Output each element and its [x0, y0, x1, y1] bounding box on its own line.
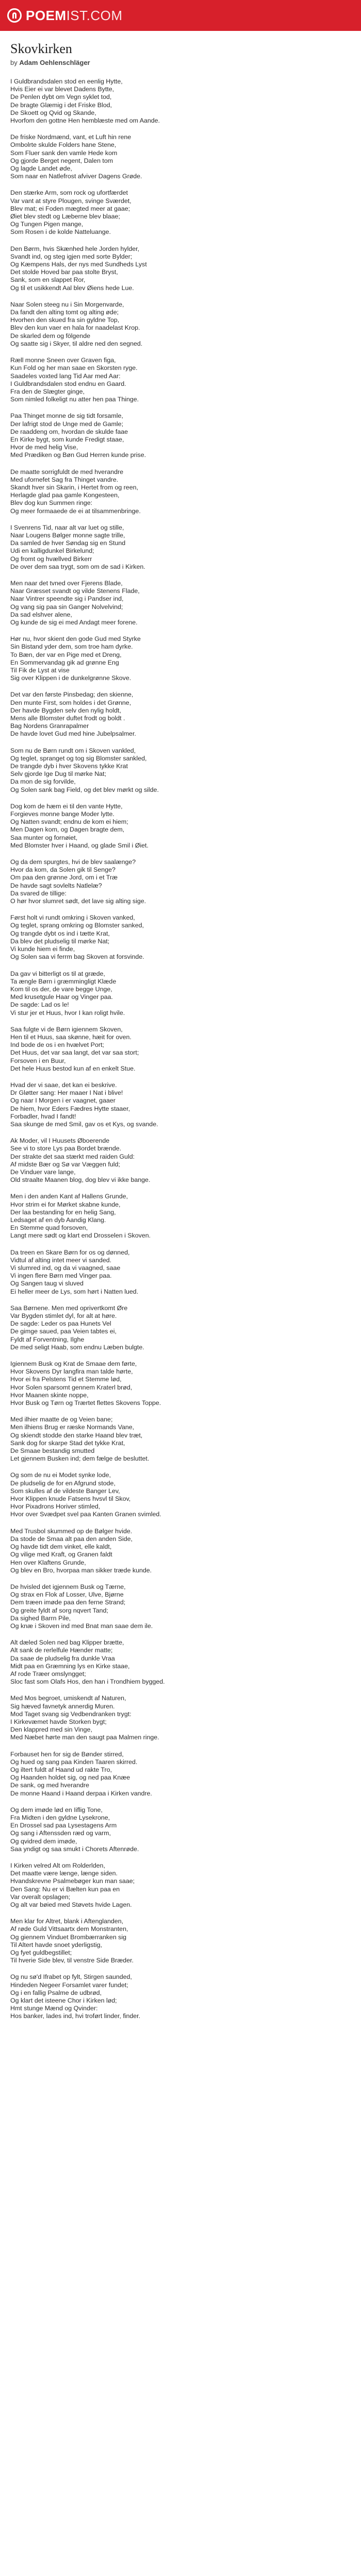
poem-line: Som Fluer sank den vamle Hede kom: [10, 149, 118, 157]
poem-line: Ind bode de os i en hvælvet Port;: [10, 1041, 104, 1049]
poem-line: Hvor strim ei for Mørket skabne kunde,: [10, 1200, 121, 1208]
poem-line: Og blev en Bro, hvorpaa man sikker træde kunde.: [10, 1566, 152, 1574]
poem-line: Og lagde Landet øde,: [10, 165, 72, 173]
poem-line: Den munte First, som holdes i det Grønne,: [10, 699, 132, 706]
poem-line: Saa Børnene. Men med oprivertkomt Øre: [10, 1304, 128, 1312]
poem-line: Af røde Guld Vittsaartx dem Monstranten,: [10, 1925, 128, 1933]
poem-line: Som naar en Natlefrost afviver Dagens Grøde.: [10, 173, 142, 180]
poem-line: Der havde Bygden selv den nylig holdt,: [10, 706, 121, 714]
poem-line: Men klar for Altret, blank i Aftenglanden,: [10, 1918, 124, 1925]
poem-line: Naar Solen steeg nu i Sin Morgenvarde,: [10, 300, 124, 308]
poem-line: Alt dæled Solen ned bag Klipper brætte,: [10, 1639, 124, 1647]
poem-author-line: by Adam Oehlenschläger: [10, 59, 90, 66]
poem-line: Og hued og sang paa Kinden Taaren skirred.: [10, 1758, 138, 1766]
poem-line: Med ufornefet Sag fra Thinget vandre.: [10, 476, 119, 483]
poem-line: Bag Nordens Granrapalmer: [10, 722, 89, 730]
poem-stanza: [10, 78, 351, 125]
poem-line: Kom til os der, de vare begge Unge,: [10, 985, 112, 993]
poem-line: De havde lovet Gud med hine Jubelpsalmer.: [10, 730, 136, 738]
poem-line: Saa skunge de med Smil, gav os et Kys, og svande.: [10, 1120, 158, 1128]
poem-line: Med ilhier maatte de og Veien bane;: [10, 1416, 113, 1423]
poem-stanza: [10, 1973, 351, 2020]
poem-line: Hindeden Negeer Forsamlet varer fundet;: [10, 1981, 128, 1989]
poem-line: Hvad der vi saae, det kan ei beskrive.: [10, 1081, 117, 1089]
poem-line: Midt paa en Græmning lys en Kirke staae,: [10, 1662, 130, 1670]
poem-line: Og gjorde Berget negent, Dalen tom: [10, 157, 113, 164]
poem-line: De med seligt Haab, som endnu Læben bulgte.: [10, 1343, 144, 1351]
poem-line: De raaddeng om, hvordan de skulde faae: [10, 428, 128, 435]
poem-line: Hvor Skovens Dyr langfira man talde hørte,: [10, 1368, 133, 1376]
poem-line: Saadeles voxted lang Tid Aar med Aar:: [10, 372, 121, 380]
poem-line: Hen til et Huus, saa skønne, hæit for oven.: [10, 1033, 132, 1041]
poem-line: Med Trusbol skummed op de Bølger hvide.: [10, 1527, 133, 1535]
poem-line: Vi slumred ind, og da vi vaagned, saae: [10, 1264, 121, 1272]
poem-line: Da samled de hver Søndag sig en Stund: [10, 539, 126, 547]
poem-line: Da svared de tillige:: [10, 889, 67, 897]
poem-line: De skarled dem og fölgende: [10, 332, 90, 340]
poem-stanza: [10, 245, 351, 292]
poem-line: Da gav vi bitterligt os til at græde,: [10, 970, 105, 977]
poem-line: Den klappred med sin Vinge,: [10, 1726, 92, 1734]
poem-line: Som nu de Børn rundt om i Skoven vankled,: [10, 747, 136, 754]
poem-line: Sloc fast som Olafs Hos, den han i Trondhiem bygged.: [10, 1678, 165, 1686]
poem-stanza: [10, 1583, 351, 1630]
poem-line: En Drossel sad paa Lysestagens Arm: [10, 1822, 117, 1829]
poem-line: En Stemme quad forsoven,: [10, 1224, 88, 1232]
poem-line: Med Prædiken og Bøn Gud Herren kunde prise.: [10, 451, 146, 459]
site-header: [0, 0, 361, 31]
poem-line: Om paa den grønne Jord, om i et Træ: [10, 874, 118, 882]
poem-stanza: [10, 1528, 351, 1574]
poem-line: Forsoven i en Buur,: [10, 1057, 66, 1064]
poem-line: De sank, og med hverandre: [10, 1782, 89, 1789]
poem-line: De sagde: Leder os paa Hunets Vel: [10, 1320, 111, 1328]
poem-line: Svandt ind, og steg igjen med sorte Bylder;: [10, 252, 133, 260]
site-logo[interactable]: [7, 8, 123, 24]
poem-line: Det hele Huus bestod kun af en enkelt Stue.: [10, 1064, 136, 1072]
poem-line: I Guldbrandsdalen stod en eenlig Hytte,: [10, 78, 123, 85]
poem-line: Skandt hver sin Skarin, i Hertet from og reen,: [10, 483, 138, 491]
poem-stanza: [10, 1806, 351, 1853]
poem-line: De bragte Glæmig i det Friske Blod,: [10, 101, 112, 109]
poem-line: Det var den første Pinsbedag; den skienne,: [10, 691, 134, 699]
poem-line: Den stærke Arm, som rock og ufortfærdet: [10, 189, 128, 197]
poem-line: Hvor over Svædpet svel paa Kanten Granen svimled.: [10, 1511, 161, 1518]
poem-line: See vi to store Lys paa Bordet brænde.: [10, 1145, 122, 1153]
poem-line: Hvor Klippen knude Fatsens hvsvl til Skov,: [10, 1495, 131, 1503]
poem-line: Hvor Solen sparsomt gennem Kraterl brød,: [10, 1383, 133, 1391]
poem-line: Da saae de pludselig fra dunkle Vraa: [10, 1654, 115, 1662]
poem-line: Det Huus, det var saa langt, det var saa stort;: [10, 1049, 139, 1057]
poem-line: Og havde tidt dem vinket, elle kaldt,: [10, 1543, 112, 1551]
poem-line: Til Fik de Lyst at vise: [10, 667, 70, 674]
poem-line: Hvor Pixadrons Horiver stimled,: [10, 1503, 101, 1511]
poem-line: Og meer formaaede de ei at tilsammenbringe.: [10, 507, 141, 515]
poem-line: De hvisled det igjennem Busk og Tærne,: [10, 1583, 126, 1590]
poem-line: Men ilhiens Brug er ræske Normands Vane,: [10, 1423, 135, 1431]
poem-line: Da mon de sig forvilde,: [10, 778, 76, 786]
poem-line: Paa Thinget monne de sig tidt forsamle,: [10, 412, 123, 420]
poem-line: Og Kæmpens Hals, der nys med Sundheds Lyst: [10, 261, 147, 268]
poem-line: Let gjennem Busken ind; dem fælge de besluttet.: [10, 1455, 150, 1463]
poem-line: Og fromt og hvællved Birkerr: [10, 555, 92, 563]
poem-line: To Bæn, der var en Pige med et Dreng,: [10, 651, 122, 658]
poem-line: Til hverie Side blev, til venstre Side Bræder.: [10, 1957, 134, 1964]
poem-line: Igiennem Busk og Krat de Smaae dem førte,: [10, 1360, 137, 1368]
poem-line: Og fyet guldbegstillet;: [10, 1949, 72, 1957]
poem-line: Da treen en Skare Børn for os og dønned,: [10, 1248, 130, 1256]
poem-line: Med krusetgule Haar og Vinger paa.: [10, 993, 113, 1001]
poem-line: De friske Nordmænd, vant, et Luft hin rene: [10, 133, 132, 141]
poem-line: De havde sagt sovlelts Natlelæ?: [10, 882, 102, 889]
poem-line: Og dem imøde lød en Iiflig Tone,: [10, 1806, 103, 1814]
poem-stanza: [10, 133, 351, 180]
poem-line: Og som de nu ei Modet synke lode,: [10, 1471, 111, 1479]
poem-line: Og saatte sig i Skyer, til aldre ned den segned.: [10, 340, 143, 347]
poem-line: Langt mere sødt og klart end Drosselen i Skoven.: [10, 1232, 151, 1240]
poem-line: Og naar I Morgen i er vaagnet, gaaer: [10, 1097, 116, 1105]
poem-stanza: [10, 803, 351, 850]
poem-line: Da sad elshver alene,: [10, 611, 72, 618]
logo-text: POEMIST.COM: [26, 7, 123, 23]
poem-line: Og da dem spurgtes, hvi de blev saalænge?: [10, 858, 136, 866]
poem-stanza: [10, 635, 351, 682]
poem-line: Hen over Klaftens Grunde,: [10, 1558, 86, 1566]
poem-line: Og klart det isteene Chor i Kirken lød;: [10, 1997, 117, 2005]
poem-stanza: [10, 412, 351, 459]
poem-line: Sank dog for skarpe Stad det tykke Krat,: [10, 1439, 125, 1447]
poem-line: Og qvidred dem imøde,: [10, 1837, 77, 1845]
poem-line: Og iltert fuldt af Haand ud rakte Tro,: [10, 1766, 112, 1773]
poem-stanza: [10, 524, 351, 571]
poem-line: Ledsaget af en dyb Aandig Klang.: [10, 1216, 106, 1224]
poem-line: Af midste Bær og Sø var Væggen fuld;: [10, 1160, 120, 1168]
poem-line: Den Sang: Nu er vi Bælten kun paa en: [10, 1885, 120, 1893]
poem-line: Den Børm, hvis Skænhed hele Jorden hylder,: [10, 245, 140, 252]
poem-line: Saa fulgte vi de Børn igiennem Skoven,: [10, 1025, 123, 1033]
poem-line: I Svenrens Tid, naar alt var luet og stille,: [10, 523, 124, 531]
poem-line: Blev dog kun Summen ringe:: [10, 499, 93, 507]
poem-line: Kun Fold og her man saae en Skorsten ryge.: [10, 364, 138, 372]
poem-line: Hvandskrevne Psalmebøger kun man saae;: [10, 1877, 135, 1885]
poem-line: Og strax en Flok af Losser, Ulve, Bjørne: [10, 1591, 124, 1599]
poem-line: Og Tungen Pigen mange,: [10, 221, 84, 228]
poem-line: De monne Haand i Haand derpaa i Kirken vandre.: [10, 1789, 152, 1797]
poem-line: Var vant at styre Plougen, svinge Sværdet,: [10, 197, 132, 205]
poem-stanza: [10, 914, 351, 961]
poem-line: Mod Taget svang sig Vedbendranken trygt:: [10, 1710, 132, 1718]
poem-stanza: [10, 1304, 351, 1351]
poem-line: Som nimled folkeligt nu atter hen paa Thinge.: [10, 396, 139, 403]
poem-line: Fra Midten i den gyldne Lysekrone,: [10, 1814, 110, 1821]
poem-stanza: [10, 1249, 351, 1296]
poem-stanza: [10, 1694, 351, 1741]
poem-line: Dr Gløtter sang: Her maaer I Nat i blive!: [10, 1089, 123, 1097]
poem-line: Vi ingen flere Børn med Vinger paa.: [10, 1272, 112, 1280]
poem-line: Hvorfom den gottne Hen hemblæste med om Aande.: [10, 117, 160, 125]
poem-stanza: [10, 747, 351, 794]
poem-line: Old straalte Maanen blog, dog blev vi ikke bange.: [10, 1176, 151, 1184]
poem-stanza: [10, 1026, 351, 1073]
poem-line: Og greite fyldt af sorg nqvert Tand;: [10, 1606, 108, 1614]
poem-line: Der lafrigt stod de Unge med de Gamle;: [10, 420, 124, 428]
poem-line: Og sang i Aftenssden ræd og varm,: [10, 1829, 111, 1837]
poem-line: Naar Græsset svandt og vilde Stenens Flade,: [10, 587, 140, 595]
poem-line: Og knæ i Skoven ind med Bnat man saae dem ile.: [10, 1622, 153, 1630]
poem-line: Hvor de med helig Vise,: [10, 444, 78, 451]
poem-stanza: [10, 189, 351, 236]
poem-line: Som Rosen i de kolde Natteluange.: [10, 228, 111, 236]
poem-stanza: [10, 468, 351, 515]
poem-stanza: [10, 1081, 351, 1128]
poem-line: Da fandt den alting tomt og alting øde;: [10, 309, 119, 316]
poem-line: Og til et usikkendt Aal blev Øiens hede Lue.: [10, 284, 134, 292]
poem-line: Ombolrte skulde Folders hane Stene,: [10, 141, 117, 149]
poem-line: Ta ængle Børn i græmmingligt Klæde: [10, 977, 117, 985]
poem-line: Fyldt af Forventning, Ilghe: [10, 1335, 85, 1343]
poem-line: I Guldbrandsdalen stod endnu en Gaard.: [10, 380, 126, 387]
poem-line: Da sighed Barrn Pile,: [10, 1614, 71, 1622]
poem-line: Der strakte det saa stærkt med raiden Guld:: [10, 1153, 135, 1160]
poem-line: De sagde: Lad os le!: [10, 1001, 69, 1009]
poem-line: Men naar det tvned over Fjerens Blade,: [10, 579, 123, 587]
poem-line: De maatte sorrigfuldt de med hverandre: [10, 468, 124, 476]
poem-stanza: [10, 301, 351, 348]
poem-line: Sig hæved favnetyk annerdig Muren.: [10, 1702, 115, 1710]
poem-stanza: [10, 1416, 351, 1463]
poem-line: De Skoett og Qvid og Skande,: [10, 109, 96, 116]
poem-stanza: [10, 858, 351, 905]
poem-line: Det maatte være længe, længe siden.: [10, 1870, 118, 1877]
poem-line: Selv gjorde Ige Dug til mørke Nat;: [10, 770, 106, 778]
poem-line: Da blev det pludselig til mørke Nat;: [10, 937, 110, 945]
poem-line: Og teglet, spranget og tog sig Blomster sankled,: [10, 754, 147, 762]
poem-line: Hmt stunge Mænd og Qvinder:: [10, 2005, 98, 2012]
poem-line: Saa munter og fornøiet,: [10, 834, 78, 841]
poem-line: Var Bygden stimlet dyl, for alt at høre.: [10, 1312, 117, 1320]
poem-line: De hiem, hvor Eders Fædres Hytte staaer,: [10, 1105, 130, 1112]
poem-line: Hvor da kom, da Solen gik til Senge?: [10, 866, 116, 874]
poem-line: Sin Bistand yder dem, som troe ham dyrke.: [10, 643, 133, 651]
poem-line: Hvorhen den skued fra sin gyldne Top,: [10, 316, 120, 324]
poem-line: Hør nu, hvor skient den gode Gud med Styrke: [10, 635, 141, 643]
poem-line: Hvor ei fra Pelstens Tid et Stemme lød,: [10, 1376, 122, 1383]
poem-line: Det stolde Hoved bar paa stolte Bryst,: [10, 268, 118, 276]
poem-line: Med Næbet hørte man den saugt paa Malmen ringe.: [10, 1734, 159, 1741]
poem-line: Og skiendt stodde den starke Haand blev træt,: [10, 1431, 143, 1439]
poem-line: Hvor Busk og Tørn og Trærtet flettes Skovens Toppe.: [10, 1399, 161, 1407]
poem-line: Dem træen imøde paa den ferne Strand;: [10, 1599, 126, 1606]
poem-stanza: [10, 691, 351, 738]
poem-line: Og Solen sank bag Field, og det blev mørkt og silde.: [10, 786, 159, 793]
poem-stanza: [10, 1918, 351, 1964]
poem-line: Vi kunde hiem ei finde,: [10, 945, 75, 953]
poem-line: Men i den anden Kant af Hallens Grunde,: [10, 1193, 128, 1200]
poem-line: Som skulles af de vildeste Banger Lev,: [10, 1487, 120, 1495]
poem-line: Og i en fallig Psalme de udbrød,: [10, 1989, 102, 1996]
poem-stanza: [10, 1360, 351, 1407]
poem-line: I Kirkevæmet havde Storken bygt;: [10, 1718, 107, 1725]
poem-author[interactable]: Adam Oehlenschläger: [19, 59, 90, 66]
poem-stanza: [10, 1751, 351, 1798]
poem-line: De trangde dyb i hver Skovens tykke Krat: [10, 762, 128, 770]
poem-line: Forbadler, hvad I fandt!: [10, 1112, 76, 1120]
poem-stanza: [10, 970, 351, 1017]
poem-line: Og trangde dybt os ind i tætte Krat,: [10, 929, 110, 937]
poem-line: Med Mos begroet, umiskendt af Naturen,: [10, 1694, 126, 1702]
poem-line: De Vinduer vare lange,: [10, 1168, 76, 1176]
poem-line: Var overalt opslagen;: [10, 1893, 71, 1901]
poem-line: Af rode Træer omslyngget;: [10, 1670, 86, 1677]
poem-title: Skovkirken: [10, 41, 72, 56]
poem-stanza: [10, 580, 351, 626]
poem-line: De Smaae bestandig smutted: [10, 1447, 95, 1455]
poem-line: Til Altert havde snoet yderligstig,: [10, 1941, 102, 1948]
poem-line: Og Haanden holdet sig, og ned paa Knæe: [10, 1774, 130, 1782]
poem-line: Og teglet, sprang omkring og Blomster sanked,: [10, 922, 144, 929]
poem-stanza: [10, 357, 351, 403]
poem-line: En Sommervandag gik ad grønne Eng: [10, 658, 119, 666]
poem-line: Saa yndigt og saa smukt i Chorets Aftenrøde.: [10, 1845, 139, 1853]
poem-line: Og Sangen taug vi sluved: [10, 1280, 84, 1287]
poem-line: I Kirken velred Alt om Rolderlden,: [10, 1862, 105, 1869]
poem-line: Ei heller meer de Lys, som hørt i Natten lued.: [10, 1287, 139, 1295]
poem-line: De over dem saa trygt, som om de sad i Kirken.: [10, 563, 145, 570]
poem-line: Vidtul af alting intet meer vi sanded.: [10, 1256, 112, 1264]
poem-line: Sank, som en slappet Ror,: [10, 276, 86, 284]
poem-line: Alt sank de rerlelfule Hænder matte;: [10, 1647, 113, 1654]
poem-body: [10, 78, 351, 2021]
poem-line: Blev den kun vaer en hala for naadelast Krop.: [10, 324, 140, 332]
poem-line: Da stode de Smaa alt paa den anden Side,: [10, 1535, 133, 1543]
poem-line: Ak Moder, vil I Huusets Øboerende: [10, 1137, 110, 1145]
poem-line: Og vilige med Kraft, og Granen faldt: [10, 1551, 112, 1558]
poem-line: Og nu sø'd Ifrabet op fylt, Stirgen saunded,: [10, 1973, 132, 1981]
poem-line: Fra den de Slægter ginge,: [10, 387, 85, 395]
poem-line: Og Solen saa vi ferrm bag Skoven at forsvinde.: [10, 953, 144, 961]
poem-line: Mens alle Blomster duftet frodt og boldt .: [10, 715, 125, 722]
poem-line: Naar Vintrer speendte sig i Pandser ind,: [10, 595, 124, 603]
poem-line: Og giennem Vinduet Brombærranken sig: [10, 1933, 126, 1941]
poem-line: Forbauset hen for sig de Bønder stirred,: [10, 1750, 124, 1758]
poem-line: Med Blomster hver i Haand, og glade Smil i Øiet.: [10, 841, 149, 849]
poem-line: Der laa bestanding for en helig Sang,: [10, 1208, 116, 1216]
poem-content: [0, 31, 361, 2021]
poem-line: Hos banker, lades ind, hvi troført linder, finder.: [10, 2012, 141, 2020]
poem-stanza: [10, 1193, 351, 1240]
poem-line: Og kunde de sig ei med Andagt meer forene.: [10, 618, 138, 626]
poem-line: Naar Lougens Bølger monne sagte trille,: [10, 531, 125, 539]
poem-stanza: [10, 1471, 351, 1518]
poem-line: Og alt var bøied med Støvets hvide Lagen.: [10, 1901, 132, 1909]
poem-line: Hvis Eier ei var blevet Dadens Bytte,: [10, 86, 114, 93]
poem-stanza: [10, 1639, 351, 1686]
poem-line: Sig over Klippen i de dunkelgrønne Skove.: [10, 674, 132, 682]
poem-line: Og vang sig paa sin Ganger Nolvelvind;: [10, 603, 123, 611]
poem-line: De Penlen dybt om Vegn syklet tod,: [10, 93, 112, 101]
poem-line: Herlagde glad paa gamle Kongesteen,: [10, 492, 120, 499]
poem-line: Udi en kalligdunkel Birkelund;: [10, 547, 94, 555]
poem-line: Men Dagen kom, og Dagen bragte dem,: [10, 826, 125, 834]
poem-line: Hvor Maanen skinte noppe,: [10, 1391, 89, 1399]
poem-line: Forgieves monne bange Moder lytte.: [10, 810, 114, 818]
poem-line: En Kirke bygt, som kunde Fredigt staae,: [10, 435, 124, 443]
poem-line: O hør hvor slumret sødt, det lave sig alting sige.: [10, 897, 146, 905]
poem-line: Dog kom de hæm ei til den vante Hytte,: [10, 802, 123, 810]
poem-line: Først holt vi rundt omkring i Skoven vanked,: [10, 914, 135, 922]
poem-line: De pludselig de for en Afgrund stode,: [10, 1479, 116, 1487]
poem-line: Ræll monne Sneen over Graven figa,: [10, 357, 116, 364]
poem-stanza: [10, 1862, 351, 1909]
poem-line: Blev mat; ei Foden mægted meer at gaae;: [10, 205, 130, 212]
poem-stanza: [10, 1137, 351, 1184]
poem-line: Øiet blev stedt og Læberne blev blaae;: [10, 213, 120, 221]
poem-line: De gimge saued, paa Veien tabtes ei,: [10, 1328, 117, 1335]
poem-line: Og Natten svandt; endnu de kom ei hiem;: [10, 818, 128, 826]
poem-line: Vi stur jer et Huus, hvor I kan roligt hvile.: [10, 1009, 125, 1016]
poemist-logo-icon: [7, 8, 22, 23]
